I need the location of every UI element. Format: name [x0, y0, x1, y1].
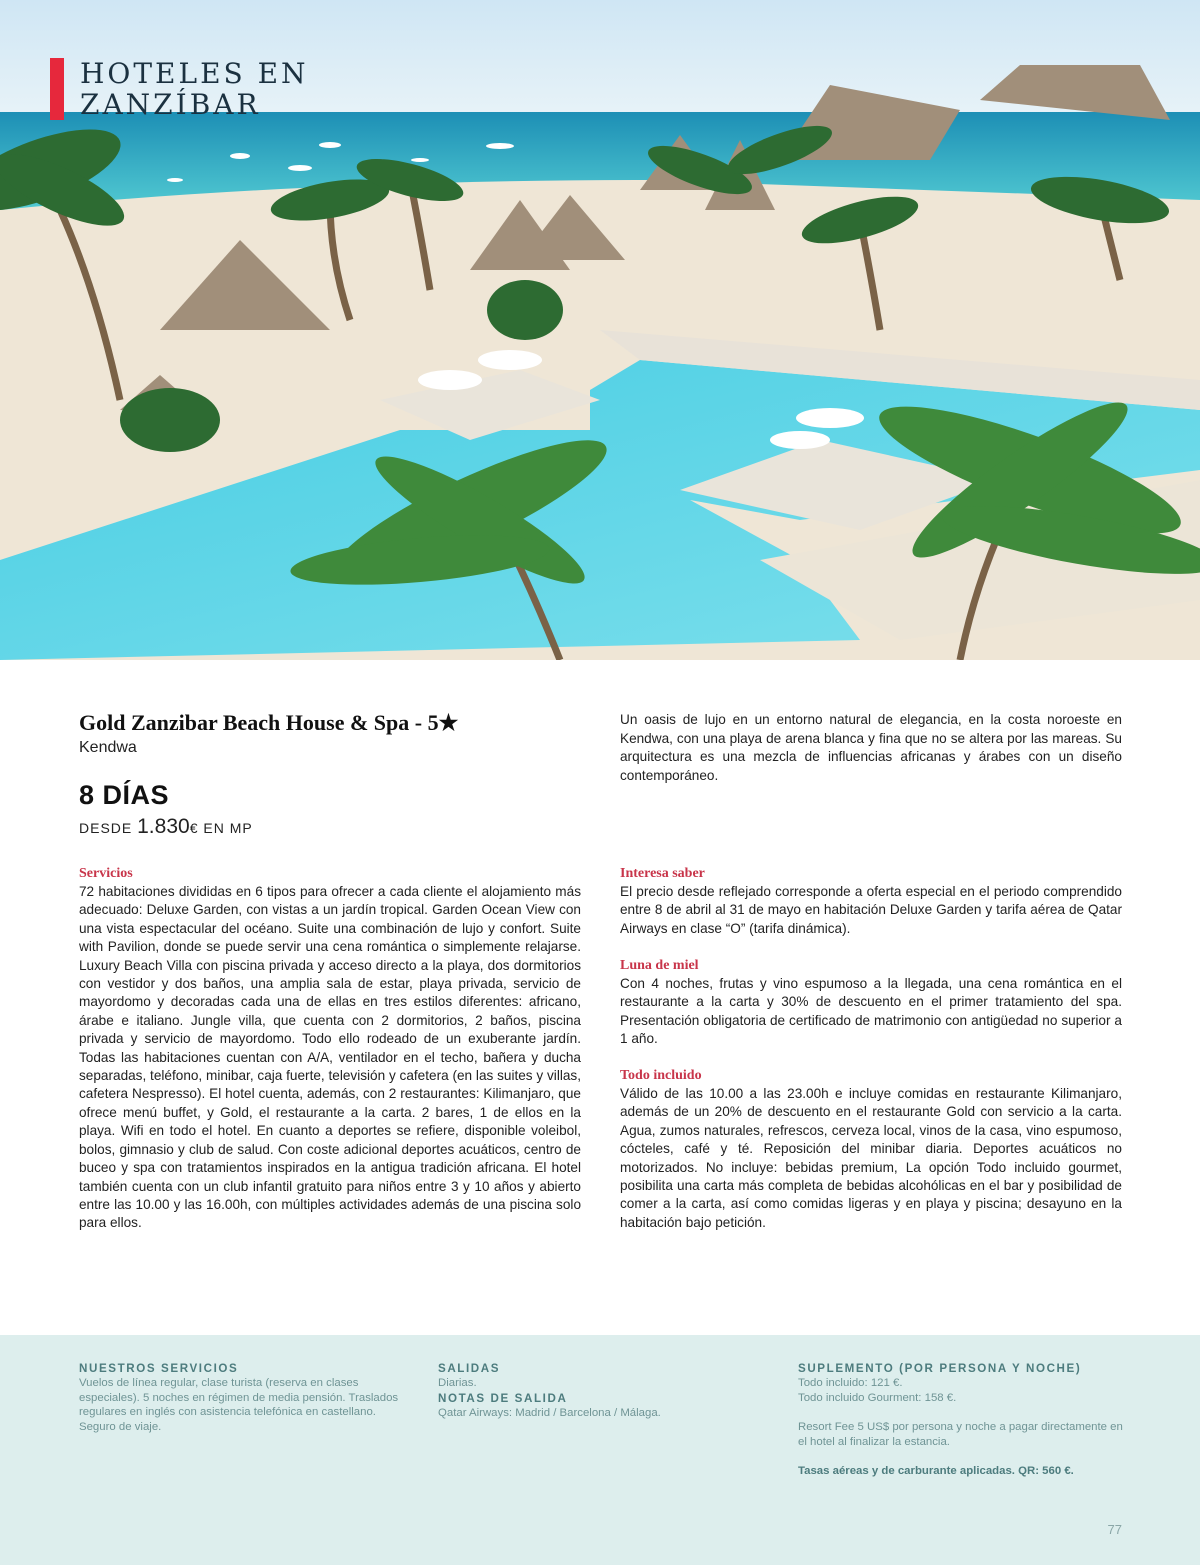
section-todo-incluido: [620, 1067, 1122, 1232]
footer-heading: SALIDAS: [438, 1362, 501, 1375]
section-title: Todo incluido: [620, 1068, 702, 1083]
section-title: Luna de miel: [620, 958, 699, 973]
hotel-name: Gold Zanzibar Beach House & Spa - 5★: [79, 710, 459, 735]
price-amount: 1.830: [137, 815, 190, 838]
hero-photo: [0, 0, 1200, 660]
footer-tasas: Tasas aéreas y de carburante aplicadas. QR: 560 €.: [798, 1465, 1074, 1478]
section-text: 72 habitaciones divididas en 6 tipos para ofrecer a cada cliente el alojamiento más adecuado: Deluxe Garden, con vistas a un jardín tropical. Garden Ocean View con una vista espectacular del océano. Suite una combinación de lujo y confort. Suite with Pavilion, donde se puede servir una cena romántica o simplemente relajarse. Luxury Beach Villa con piscina privada y acceso directo a la playa, dos dormitorios con vestidor y dos baños, una amplia sala de estar, playa privada, servicio de mayordomo y decoradas cada una de ellas en tres estilos diferentes: africano, árabe e italiano. Jungle villa, que cuenta con 2 dormitorios, 2 baños, piscina privada y servicio de mayordomo. Todo ello rodeado de un exuberante jardín. Todas las habitaciones cuentan con A/A, ventilador en el techo, bañera y ducha separadas, teléfono, minibar, caja fuerte, televisión y cafetera (en las suites y villas, cafetera Nespresso). El hotel cuenta, además, con 2 restaurantes: Kilimanjaro, que ofrece menú buffet, y Gold, el restaurante a la carta. 2 bares, 1 de ellos en la playa. Wifi en todo el hotel. En cuanto a deportes se refiere, disponible voleibol, bolos, gimnasio y club de salud. Con coste adicional deportes acuáticos, centro de buceo y spa con tratamientos inspirados en la antigua tradición africana. El hotel también cuenta con un club infantil gratuito para niños entre 3 y 10 años y abierto entre las 10.00 y las 16.00h, con múltiples actividades además de una piscina solo para ellos.: [79, 884, 581, 1231]
trip-duration: 8 DÍAS: [79, 780, 170, 810]
footer-text: Resort Fee 5 US$ por persona y noche a pagar directamente en el hotel al finalizar la estancia.: [798, 1421, 1123, 1448]
section-luna-de-miel: [620, 957, 1122, 1049]
footer-text: Vuelos de línea regular, clase turista (reserva en clases especiales). 5 noches en régimen de media pensión. Traslados regulares en inglés con asistencia telefónica en castellano. Seguro de viaje.: [79, 1377, 399, 1433]
section-heading-line2: ZANZÍBAR: [80, 88, 261, 121]
section-tag: [50, 58, 309, 120]
footer-info-box: [0, 1335, 1200, 1565]
section-text: Con 4 noches, frutas y vino espumoso a la llegada, una cena romántica en el restaurante a la carta y 30% de descuento en el primer tratamiento del spa. Presentación obligatoria de certificado de matrimonio con antigüedad no superior a 1 año.: [620, 976, 1122, 1047]
section-title: Servicios: [79, 866, 133, 881]
footer-text: Qatar Airways: Madrid / Barcelona / Málaga.: [438, 1406, 661, 1419]
hotel-intro: Un oasis de lujo en un entorno natural de elegancia, en la costa noroeste en Kendwa, con una playa de arena blanca y fina que no se altera por las mareas. Su arquitectura es una mezcla de influencias africanas y árabes con un diseño contemporáneo.: [620, 712, 1122, 783]
section-servicios: [79, 865, 581, 1233]
accent-bar: [50, 58, 64, 120]
page-number: 77: [1107, 1522, 1122, 1537]
section-interesa-saber: [620, 865, 1122, 938]
footer-heading: SUPLEMENTO (POR PERSONA Y NOCHE): [798, 1362, 1082, 1375]
section-text: Válido de las 10.00 a las 23.00h e incluye comidas en restaurante Kilimanjaro, además de un 20% de descuento en el restaurante Gold con servicio a la carta. Agua, zumos naturales, refrescos, cerveza local, vinos de la casa, vino espumoso, cócteles, café y té. Reposición del minibar diaria. Deportes acuáticos no motorizados. No incluye: bebidas premium, La opción Todo incluido gourmet, posibilita una carta más completa de bebidas alcohólicas en el bar y posibilidad de comer a la carta, así como comidas ligeras y en playa y piscina; desayuno en la habitación bajo petición.: [620, 1086, 1122, 1230]
price-suffix: € EN MP: [189, 820, 253, 836]
section-heading-line1: HOTELES EN: [80, 57, 309, 90]
price-line: [79, 815, 253, 839]
section-text: El precio desde reflejado corresponde a oferta especial en el periodo comprendido entre 8 de abril al 31 de mayo en habitación Deluxe Garden y tarifa aérea de Qatar Airways en clase “O” (tarifa dinámica).: [620, 884, 1122, 936]
section-heading: [80, 58, 309, 120]
hotel-location: Kendwa: [79, 739, 137, 756]
footer-salidas: [438, 1361, 758, 1420]
footer-text: Diarias.: [438, 1377, 477, 1389]
footer-nuestros-servicios: [79, 1361, 409, 1434]
footer-text: Todo incluido Gourment: 158 €.: [798, 1391, 957, 1404]
section-title: Interesa saber: [620, 866, 705, 881]
price-prefix: DESDE: [79, 820, 133, 836]
footer-text: Todo incluido: 121 €.: [798, 1377, 903, 1389]
footer-suplemento: [798, 1361, 1123, 1479]
footer-heading: NOTAS DE SALIDA: [438, 1391, 568, 1405]
footer-heading: NUESTROS SERVICIOS: [79, 1362, 239, 1375]
